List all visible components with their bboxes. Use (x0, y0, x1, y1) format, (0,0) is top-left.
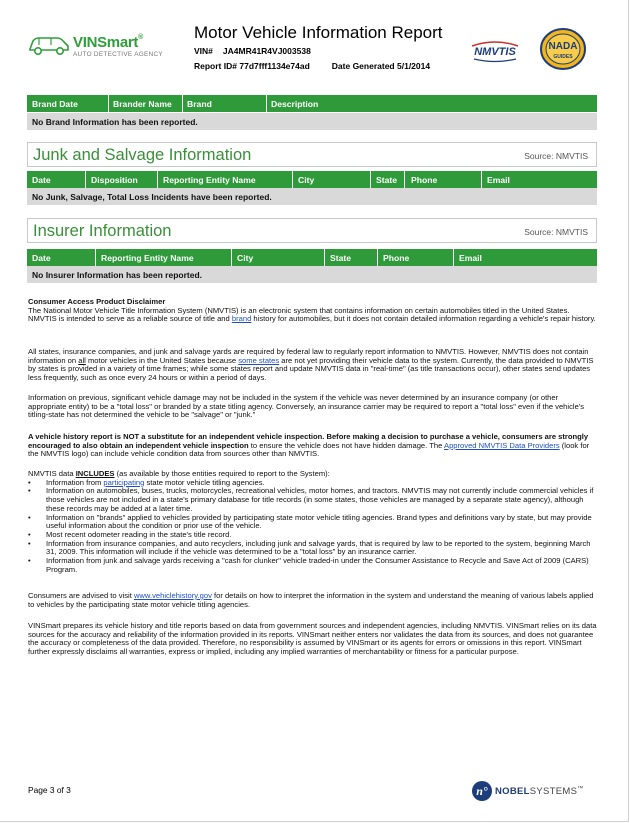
brand-col-description: Description (271, 99, 319, 109)
includes-list (28, 479, 598, 575)
insurer-table-header (27, 249, 597, 266)
vin-value: JA4MR41R4VJ003538 (222, 46, 311, 56)
logo-tagline: AUTO DETECTIVE AGENCY (73, 51, 163, 58)
vehiclehistory-link[interactable]: www.vehiclehistory.gov (133, 591, 212, 600)
junk-table-header (27, 171, 597, 188)
junk-col-phone: Phone (411, 175, 438, 185)
brand-link[interactable]: brand (231, 314, 252, 324)
approved-providers-link[interactable]: Approved NMVTIS Data Providers (444, 440, 560, 450)
nmvtis-includes-block (28, 470, 598, 574)
list-item: • Information on "brands" applied to vehicles provided by participating state motor vehicle titling agencies. Brand types and definitions vary by state, but may provide useful information about the condition or prior use of the vehicle. (28, 514, 598, 531)
junk-col-email: Email (487, 175, 510, 185)
junk-table-empty-row (27, 188, 597, 205)
date-label: Date Generated (331, 61, 395, 71)
nada-guides-logo-icon (540, 28, 586, 70)
car-icon (27, 32, 71, 56)
brand-empty-message: No Brand Information has been reported. (32, 117, 198, 127)
disclaimer-paragraph-3: Information on previous, significant vehicle damage may not be included in the system if the vehicle was never determined by an insurance company (or other appropriate entity) to be a "total loss" or branded by a state titling agency. Conversely, an insurance carrier may be required to report a "total loss" even if the vehicle's titling-state has not determined the vehicle to be "salvage" or "junk." (28, 393, 585, 420)
brand-col-brand: Brand (187, 99, 212, 109)
junk-col-disposition: Disposition (91, 175, 138, 185)
junk-col-date: Date (32, 175, 51, 185)
disclaimer-paragraph-2: All states, insurance companies, and junk and salvage yards are required by federal law to regularly report information to NMVTIS. However, NMVTIS does not contain information on all motor vehicles in the United States because some states are not yet providing their vehicle data to the system. Currently, the data provided to NMVTIS by states is provided in a variety of time frames; while some states report and update NMVTIS data in "real-time" (as title transactions occur), other states send updates less frequently, such as once every 24 hours or within a period of days. (28, 347, 594, 383)
insurer-table-empty-row (27, 266, 597, 283)
report-id-line (194, 61, 430, 71)
brand-col-brander: Brander Name (113, 99, 172, 109)
disclaimer-paragraph-4: A vehicle history report is NOT a substitute for an independent vehicle inspection. Before making a decision to purchase a vehicle, consumers are strongly encouraged to also obtain an independent vehicle inspection to ensure the vehicle does not have hidden damage. The Approved NMVTIS Data Providers (look for the NMVTIS logo) can include vehicle condition data from sources other than NMVTIS. (28, 432, 590, 459)
insurer-title: Insurer Information (33, 222, 172, 240)
insurer-col-state: State (330, 253, 352, 263)
junk-salvage-section-header (27, 142, 597, 167)
disclaimer-heading: Consumer Access Product Disclaimer (28, 297, 166, 306)
junk-col-state: State (376, 175, 398, 185)
insurer-col-phone: Phone (383, 253, 410, 263)
nobel-systems-logo (472, 781, 582, 803)
page-number: Page 3 of 3 (28, 785, 71, 795)
vin-label: VIN# (194, 46, 213, 56)
list-item: • Information from junk and salvage yards receiving a "cash for clunker" vehicle traded-in under the Consumer Assistance to Recycle and Save Act of 2009 (CARS) Program. (28, 557, 598, 574)
report-id-label: Report ID# (194, 61, 237, 71)
nmvtis-logo-icon (468, 38, 522, 64)
brand-table-empty-row (27, 113, 597, 130)
junk-salvage-source: Source: NMVTIS (524, 151, 588, 161)
includes-intro: NMVTIS data INCLUDES (as available by those entities required to report to the System): (28, 469, 330, 478)
some-states-link[interactable]: some states (238, 355, 280, 365)
nmvtis-badge-text: NMVTIS (474, 46, 516, 58)
nada-badge-text: NADA (548, 41, 578, 52)
insurer-col-entity: Reporting Entity Name (101, 253, 194, 263)
disclaimer-block-1 (28, 298, 598, 324)
disclaimer-paragraph-5: Consumers are advised to visit www.vehiclehistory.gov for details on how to interpret the information in the system and understand the meaning of various labels applied to vehicles by the participating state motor vehicle titling agencies. (28, 591, 594, 609)
report-title: Motor Vehicle Information Report (194, 23, 443, 42)
disclaimer-paragraph-1: The National Motor Vehicle Title Information System (NMVTIS) is an electronic system that contains information on certain automobiles titled in the United States. NMVTIS is intended to serve as a reliable source of title and brand history for automobiles, but it does not contain detailed information regarding a vehicle's repair history. (28, 305, 596, 324)
insurer-col-email: Email (459, 253, 482, 263)
insurer-col-date: Date (32, 253, 51, 263)
report-id-value: 77d7fff1134e74ad (239, 61, 310, 71)
insurer-empty-message: No Insurer Information has been reported. (32, 270, 203, 280)
disclaimer-paragraph-6: VINSmart prepares its vehicle history and title reports based on data from government sources and independent agencies, including NMVTIS. VINSmart relies on its data sources for the accuracy and reliability of the information provided in its reports. VINSmart neither enters nor validates the data from its sources, and does not guarantee the accuracy or completeness of the data provided. Therefore, no responsibility is assumed by VINSmart or its agents for errors or omissions in this report. VINSmart further expressly disclaims all warranties, express or implied, including any implied warranties of merchantability or fitness for a particular purpose. (28, 621, 597, 657)
junk-empty-message: No Junk, Salvage, Total Loss Incidents have been reported. (32, 192, 272, 202)
insurer-section-header (27, 218, 597, 243)
insurer-col-city: City (237, 253, 254, 263)
list-item: • Information from participating state motor vehicle titling agencies. (28, 479, 598, 488)
junk-salvage-title: Junk and Salvage Information (33, 146, 252, 164)
vin-line (194, 46, 311, 56)
logo-text: VINSmart® (73, 34, 143, 51)
list-item: • Most recent odometer reading in the state's title record. (28, 531, 598, 540)
list-item: • Information from insurance companies, and auto recyclers, including junk and salvage yards, that is required by law to be reported to the system, beginning March 31, 2009. This information will include if the vehicle was determined to be a "total loss" by an insurance carrier. (28, 540, 598, 557)
brand-table-header (27, 95, 597, 112)
nobel-logo-text: NOBELSYSTEMS™ (495, 786, 584, 797)
list-item: • Information on automobiles, buses, trucks, motorcycles, recreational vehicles, motor homes, and tractors. NMVTIS may not currently include commercial vehicles if those vehicles are not included in a state's primary database for title records (in some states, those vehicles are managed by a separate state agency), although these records may be added at a later time. (28, 487, 598, 513)
nobel-mark-icon: n° (472, 781, 492, 801)
brand-col-date: Brand Date (32, 99, 78, 109)
date-value: 5/1/2014 (397, 61, 431, 71)
junk-col-city: City (298, 175, 315, 185)
participating-link[interactable]: participating (103, 477, 145, 487)
vinsmart-logo (27, 30, 177, 62)
insurer-source: Source: NMVTIS (524, 227, 588, 237)
nada-badge-subtext: GUIDES (553, 54, 573, 60)
junk-col-entity: Reporting Entity Name (163, 175, 256, 185)
